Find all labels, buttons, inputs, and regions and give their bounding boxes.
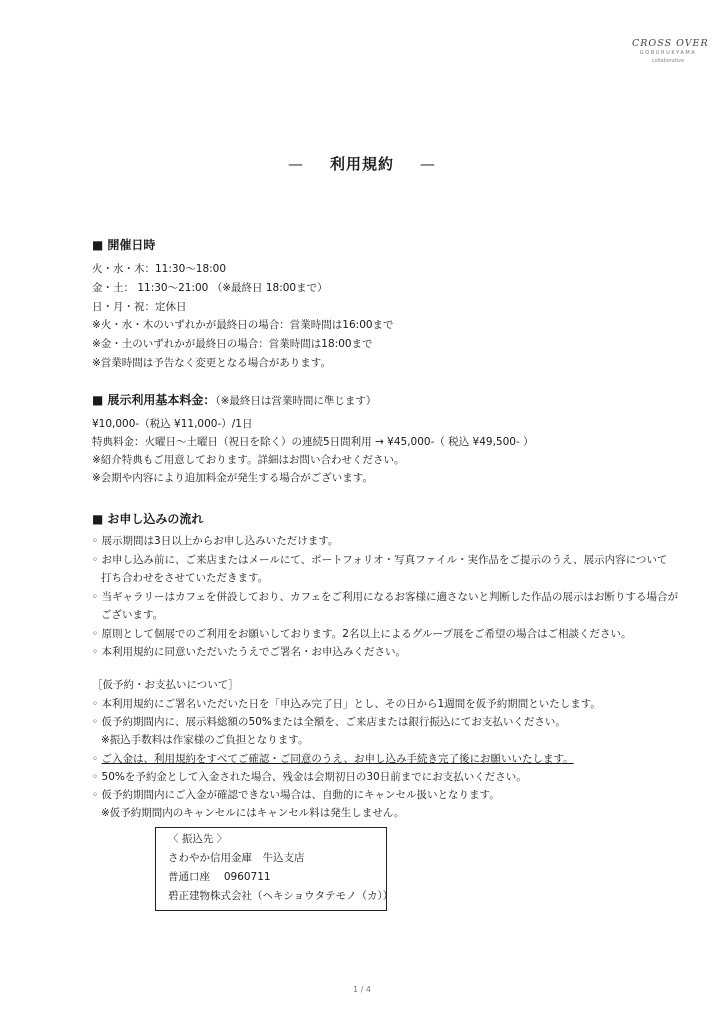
hours-line: ※営業時間は予告なく変更となる場合があります。 <box>92 357 331 369</box>
payment-item: ◦ 仮予約期間内に、展示料総額の50%または全額を、ご来店または銀行振込にてお支払いください。 <box>92 716 566 728</box>
hours-line: 火・水・木：11:30〜18:00 <box>92 263 227 275</box>
flow-item: ◦ お申し込み前に、ご来店またはメールにて、ポートフォリオ・写真ファイル・実作品をご提示のうえ、展示内容について <box>92 554 668 566</box>
payment-item: ◦ 仮予約期間内にご入金が確認できない場合は、自動的にキャンセル扱いとなります。 <box>92 789 500 801</box>
payment-emphasis-text: ご入金は、利用規約をすべてご確認・ご同意のうえ、お申し込み手続き完了後にお願いいたします。 <box>101 753 574 765</box>
fee-line: 特典料金：火曜日〜土曜日（祝日を除く）の連続5日間利用 → ¥45,000-（ 税込 ¥49,500- ） <box>92 436 534 448</box>
square-marker-icon: ■ <box>92 393 104 407</box>
logo-tag-text: collaborative <box>651 58 685 64</box>
section-hours-heading <box>92 236 155 253</box>
flow-item: ◦ 本利用規約に同意いただいたうえでご署名・お申込みください。 <box>92 646 407 658</box>
section-fee-title: 展示利用基本料金： <box>107 393 216 407</box>
section-fee-note: （※最終日は営業時間に準じます） <box>215 395 377 407</box>
hours-line: 金・土： 11:30〜21:00 （※最終日 18:00まで） <box>92 282 328 294</box>
section-flow-heading <box>92 510 203 527</box>
section-hours-title: 開催日時 <box>107 238 156 252</box>
section-fee-heading <box>92 391 376 408</box>
bank-account: 普通口座 0960711 <box>168 871 271 883</box>
bank-box-title: 〈 振込先 〉 <box>168 833 228 845</box>
title-text: 利用規約 <box>329 155 394 173</box>
payment-item: ◦ 50%を予約金として入金された場合、残金は会期初日の30日前までにお支払いください。 <box>92 771 527 783</box>
section-flow-title: お申し込みの流れ <box>107 512 204 526</box>
section-payment-heading: ［仮予約・お支払いについて］ <box>92 679 239 691</box>
title-left-dash: — <box>287 155 304 173</box>
page-title <box>0 153 724 174</box>
fee-line: ¥10,000-（税込 ¥11,000-）/1日 <box>92 418 253 430</box>
payment-item: ◦ 本利用規約にご署名いただいた日を「申込み完了日」とし、その日から1週間を仮予約期間といたします。 <box>92 698 601 710</box>
hours-line: ※火・水・木のいずれかが最終日の場合：営業時間は16:00まで <box>92 319 394 331</box>
logo-main-text: CROSS OVER <box>632 38 709 49</box>
hours-line: ※金・土のいずれかが最終日の場合：営業時間は18:00まで <box>92 338 373 350</box>
bank-transfer-box <box>155 827 394 911</box>
flow-item-continued: ございます。 <box>101 609 164 621</box>
bank-name: さわやか信用金庫 牛込支店 <box>168 852 305 864</box>
flow-item: ◦ 原則として個展でのご利用をお願いしております。2名以上によるグループ展をご希望の場合はご相談ください。 <box>92 628 632 640</box>
bullet-icon: ◦ <box>92 753 102 765</box>
title-right-dash: — <box>420 155 436 173</box>
fee-line: ※紹介特典もご用意しております。詳細はお問い合わせください。 <box>92 454 405 466</box>
hours-line: 日・月・祝：定休日 <box>92 301 187 313</box>
square-marker-icon: ■ <box>92 238 104 252</box>
payment-note: ※振込手数料は作家様のご負担となります。 <box>101 734 309 746</box>
brand-logo <box>632 38 709 70</box>
flow-item-continued: 打ち合わせをさせていただきます。 <box>101 572 269 584</box>
bank-account-holder: 碧正建物株式会社（ヘキショウタテモノ（カ）） <box>168 890 394 902</box>
flow-item: ◦ 展示期間は3日以上からお申し込みいただけます。 <box>92 535 339 547</box>
square-marker-icon: ■ <box>92 512 104 526</box>
page-number: 1 / 4 <box>353 985 371 994</box>
fee-line: ※会期や内容により追加料金が発生する場合がございます。 <box>92 472 373 484</box>
payment-note: ※仮予約期間内のキャンセルにはキャンセル料は発生しません。 <box>101 807 405 819</box>
payment-item-underlined <box>92 752 574 766</box>
flow-item: ◦ 当ギャラリーはカフェを併設しており、カフェをご利用になるお客様に適さないと判断した作品の展示はお断りする場合が <box>92 591 678 603</box>
logo-sub-text: GOBURUKYAMA <box>639 50 697 56</box>
